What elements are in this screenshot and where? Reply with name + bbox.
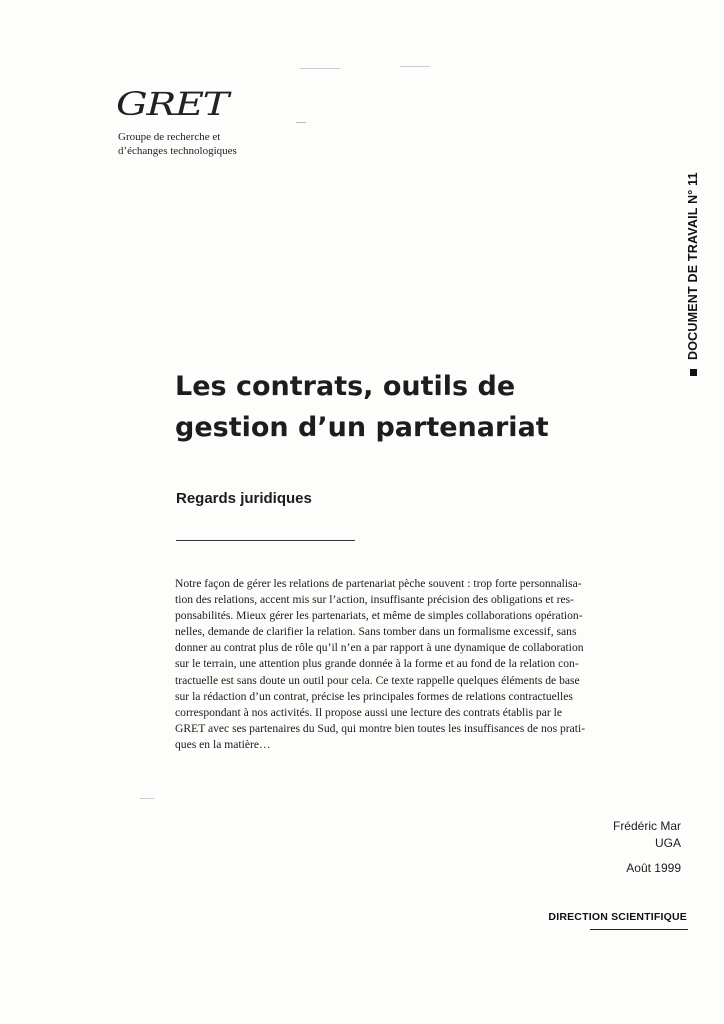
logo-text: GRET <box>116 85 233 123</box>
abstract-line: donner au contrat plus de rôle qu’il n’en a par rapport à une dynamique de collaboration <box>175 641 584 655</box>
publication-date: Août 1999 <box>626 861 681 875</box>
org-name-line: Groupe de recherche et <box>118 131 221 143</box>
abstract-line: nelles, demande de clarifier la relation. Sans tomber dans un formalisme excessif, sans <box>175 625 577 639</box>
scan-artifact <box>300 68 340 69</box>
section-divider <box>176 540 355 541</box>
title-line: gestion d’un partenariat <box>175 412 549 443</box>
abstract-line: correspondant à nos activités. Il propose aussi une lecture des contrats établis par le <box>175 705 562 719</box>
org-name-line: d’échanges technologiques <box>118 145 237 157</box>
abstract-line: tion des relations, accent mis sur l’action, insuffisante précision des obligations et res- <box>175 593 575 607</box>
series-label-text: DOCUMENT DE TRAVAIL N° 11 <box>686 172 700 360</box>
org-name <box>118 130 318 158</box>
abstract-line: Notre façon de gérer les relations de partenariat pèche souvent : trop forte personnalisa- <box>175 577 582 590</box>
author-name: Frédéric Mar <box>612 819 681 833</box>
series-label <box>686 172 700 376</box>
abstract <box>175 576 653 753</box>
abstract-line: ques en la matière… <box>175 737 271 751</box>
scan-artifact <box>400 66 430 67</box>
title-line: Les contrats, outils de <box>175 371 516 402</box>
scan-artifact <box>140 798 154 799</box>
author-affiliation: UGA <box>654 836 681 850</box>
abstract-line: sur la rédaction d’un contrat, précise les principales formes de relations contractuelles <box>175 689 573 703</box>
document-title <box>175 366 655 448</box>
abstract-line: tractuelle est sans doute un outil pour cela. Ce texte rappelle quelques éléments de base <box>175 673 580 687</box>
square-bullet-icon <box>690 369 697 376</box>
author-block <box>613 818 681 877</box>
abstract-line: GRET avec ses partenaires du Sud, qui montre bien toutes les insuffisances de nos prati- <box>175 721 586 735</box>
document-subtitle: Regards juridiques <box>176 490 312 507</box>
direction-label: DIRECTION SCIENTIFIQUE <box>548 911 687 923</box>
scan-artifact <box>296 122 306 123</box>
abstract-line: ponsabilités. Mieux gérer les partenariats, et même de simples collaborations opération- <box>175 609 583 623</box>
gret-logo <box>115 84 235 124</box>
direction-underline <box>590 929 688 930</box>
abstract-line: sur le terrain, une attention plus grande donnée à la forme et au fond de la relation con- <box>175 657 579 671</box>
